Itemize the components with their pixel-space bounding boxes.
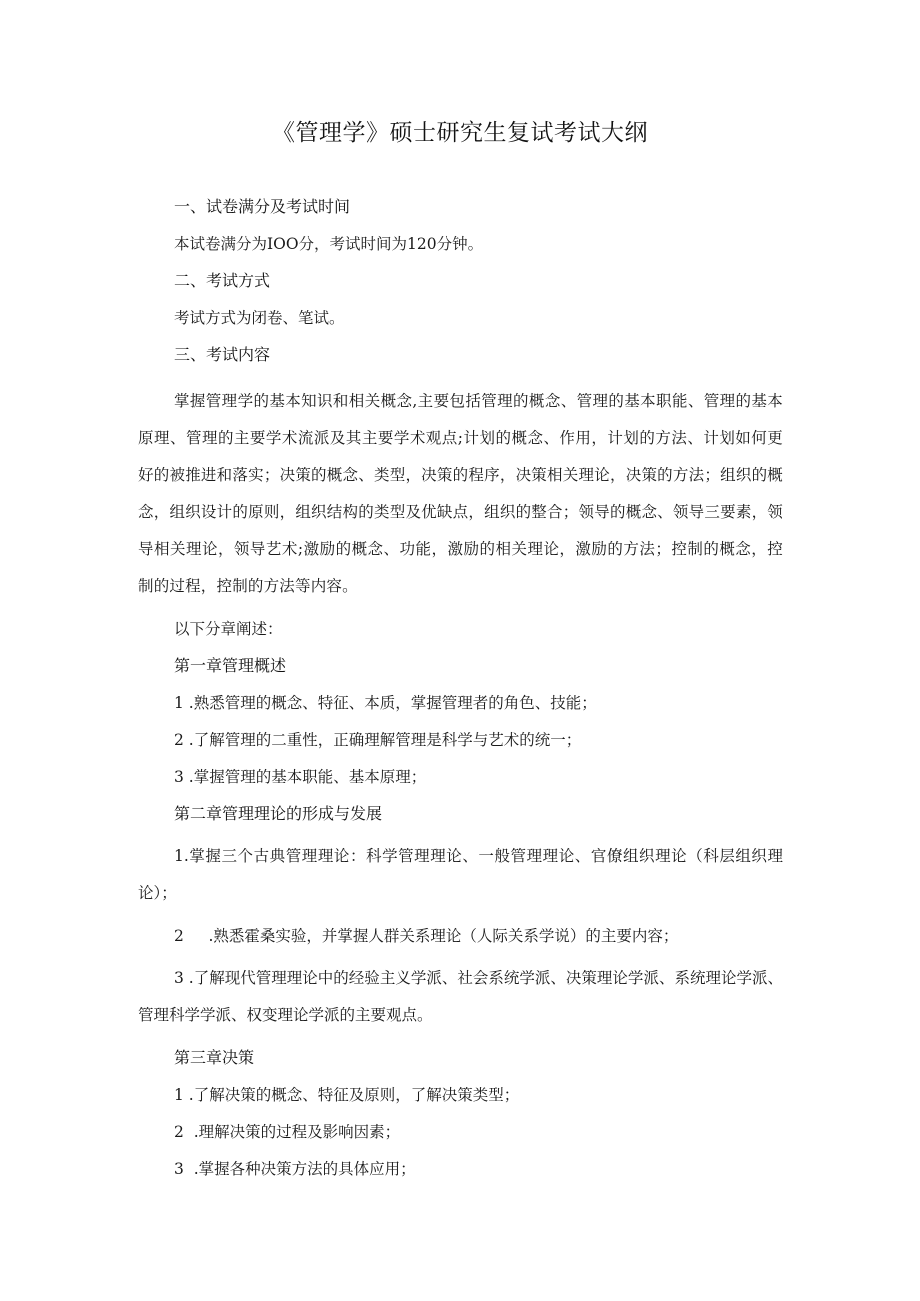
section-text-score-time: 本试卷满分为IOO分，考试时间为120分钟。 [174,235,484,253]
section-heading-score-time: 一、试卷满分及考试时间 [174,197,351,216]
chapter-2-item: 3 .了解现代管理理论中的经验主义学派、社会系统学派、决策理论学派、系统理论学派、管理科学学派、权变理论学派的主要观点。 [138,969,783,1024]
section-heading-exam-method: 二、考试方式 [174,271,271,290]
section-heading-exam-content: 三、考试内容 [174,345,271,364]
section-text-exam-method: 考试方式为闭卷、笔试。 [174,309,345,327]
chapter-1-item: 3 .掌握管理的基本职能、基本原理； [174,768,427,786]
chapter-title-2: 第二章管理理论的形成与发展 [174,804,383,823]
chapter-1-item: 1 .熟悉管理的概念、特征、本质，掌握管理者的角色、技能； [174,694,597,712]
chapter-2-item: 2 .熟悉霍桑实验，并掌握人群关系理论（人际关系学说）的主要内容； [174,927,679,945]
page-title: 《管理学》硕士研究生复试考试大纲 [272,120,648,146]
chapter-3-item: 3 .掌握各种决策方法的具体应用； [174,1160,416,1178]
chapter-1-item: 2 .了解管理的二重性，正确理解管理是科学与艺术的统一； [174,731,582,749]
content-paragraph: 掌握管理学的基本知识和相关概念,主要包括管理的概念、管理的基本职能、管理的基本原理、管理的主要学术流派及其主要学术观点;计划的概念、作用，计划的方法、计划如何更好的被推进和落实；决策的概念、类型，决策的程序，决策相关理论，决策的方法；组织的概念，组织设计的原则，组织结构的类型及优缺点，组织的整合；领导的概念、领导三要素，领导相关理论，领导艺术;激励的概念、功能，激励的相关理论，激励的方法；控制的概念，控制的过程，控制的方法等内容。 [138,392,783,595]
chapter-3-item: 1 .了解决策的概念、特征及原则，了解决策类型； [174,1086,520,1104]
document-body [138,194,783,1193]
chapter-title-1: 第一章管理概述 [174,656,287,675]
chapter-2-item: 1.掌握三个古典管理理论：科学管理理论、一般管理理论、官僚组织理论（科层组织理论）； [138,847,783,902]
chapter-3-item: 2 .理解决策的过程及影响因素； [174,1123,401,1141]
chapter-title-3: 第三章决策 [174,1048,255,1067]
intro-line: 以下分章阐述： [174,620,283,638]
